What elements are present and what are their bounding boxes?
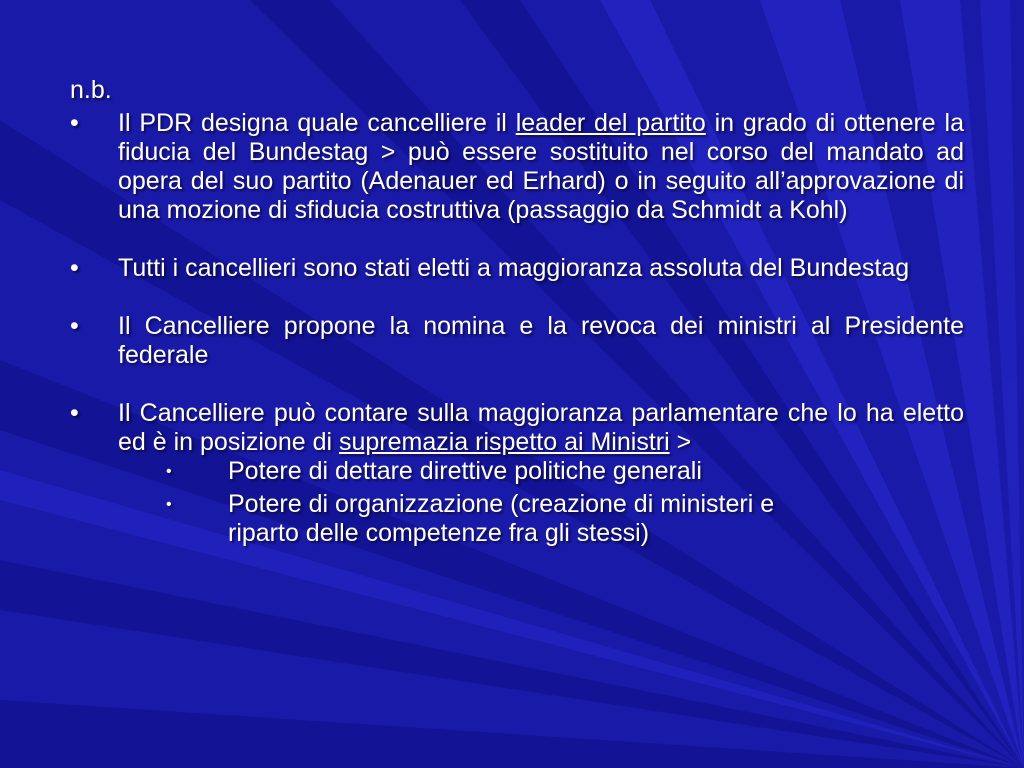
bullet-text: Il Cancelliere propone la nomina e la revoca dei ministri al Presidente federale <box>118 312 964 369</box>
bullet-item <box>70 109 964 225</box>
note-heading: n.b. <box>70 76 112 104</box>
spacer <box>70 283 964 312</box>
bullet-marker: • <box>70 109 79 137</box>
bullet-item <box>70 254 964 283</box>
bullet-text: Il PDR designa quale cancelliere il <box>118 109 516 137</box>
sub-bullet-text: Potere di dettare direttive politiche generali <box>228 457 702 485</box>
bullet-item <box>70 312 964 370</box>
sub-bullet-item <box>70 490 788 548</box>
bullet-text: in grado di ottenere la fiducia del Bundestag > può essere sostituito nel corso del mandato ad opera del suo partito (Adenauer ed Erhard) o in seguito all’approvazione di una mozione di sfiducia costruttiva (passaggio da Schmidt a Kohl) <box>118 109 964 224</box>
spacer <box>70 370 964 399</box>
sub-bullet-item <box>70 457 788 486</box>
bullet-marker: • <box>70 312 79 340</box>
sub-bullet-marker: • <box>166 496 172 513</box>
sub-bullet-marker: • <box>166 463 172 480</box>
bullet-marker: • <box>70 254 79 282</box>
slide-content <box>70 76 964 548</box>
bullet-link[interactable]: leader del partito <box>515 109 706 137</box>
bullet-text: > <box>669 428 692 456</box>
bullet-text: Il Cancelliere può contare sulla maggioranza parlamentare che lo ha eletto ed è in posizione di <box>118 399 964 456</box>
bullet-text: Tutti i cancellieri sono stati eletti a maggioranza assoluta del Bundestag <box>118 254 910 282</box>
bullet-link[interactable]: supremazia rispetto ai Ministri <box>338 428 670 456</box>
spacer <box>70 225 964 254</box>
bullet-marker: • <box>70 399 79 427</box>
bullet-item <box>70 399 964 457</box>
sub-bullet-text: Potere di organizzazione (creazione di ministeri e riparto delle competenze fra gli stessi) <box>228 490 775 547</box>
